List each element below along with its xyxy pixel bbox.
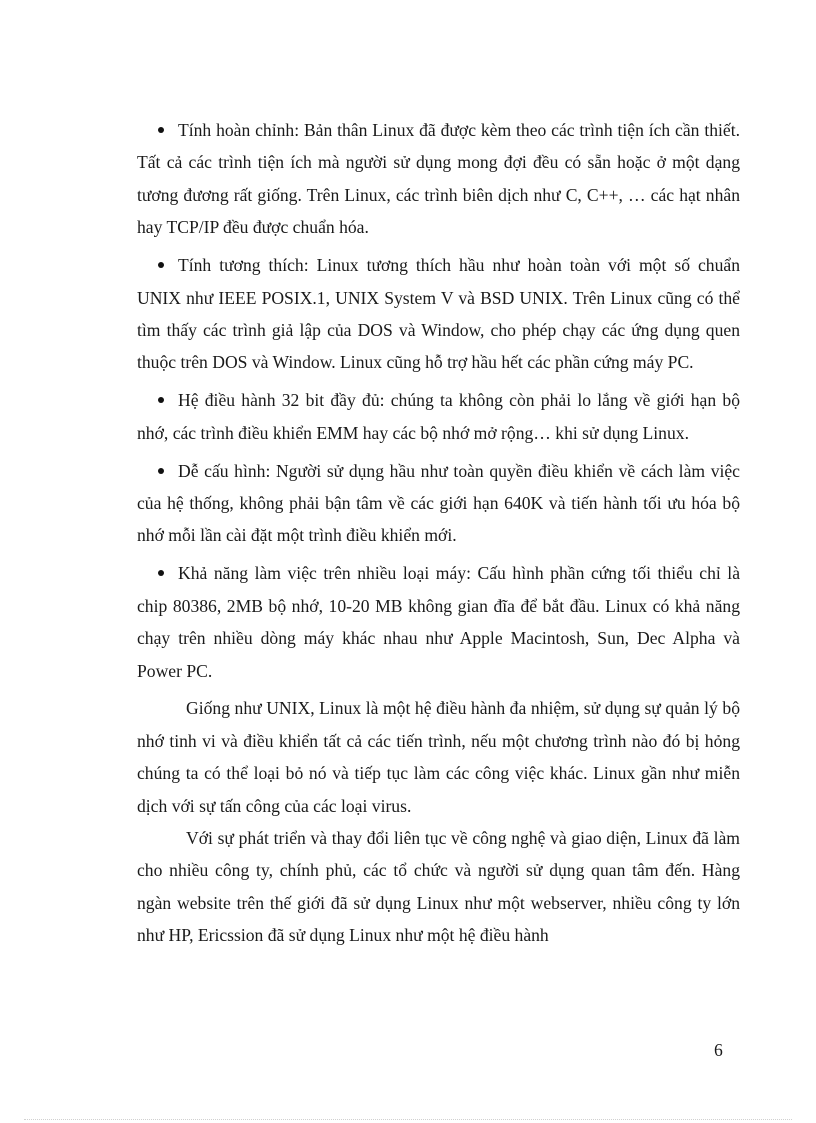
bullet-text: Tính tương thích: Linux tương thích hầu như hoàn toàn với một số chuẩn UNIX như IEEE POSIX.1, UNIX System V và BSD UNIX. Trên Linux cũng có thể tìm thấy các trình giả lập của DOS và Window, cho phép chạy các ứng dụng quen thuộc trên DOS và Window. Linux cũng hỗ trợ hầu hết các phần cứng máy PC.	[137, 255, 740, 373]
bullet-item	[137, 455, 740, 552]
body-paragraph: Giống như UNIX, Linux là một hệ điều hành đa nhiệm, sử dụng sự quản lý bộ nhớ tinh vi và điều khiển tất cả các tiến trình, nếu một chương trình nào đó bị hỏng chúng ta có thể loại bỏ nó và tiếp tục làm các công việc khác. Linux gần như miễn dịch với sự tấn công của các loại virus.	[137, 698, 740, 816]
bullet-dot-icon	[158, 468, 164, 474]
bullet-dot-icon	[158, 262, 164, 268]
body-paragraph: Với sự phát triển và thay đổi liên tục về công nghệ và giao diện, Linux đã làm cho nhiều công ty, chính phủ, các tổ chức và người sử dụng quan tâm đến. Hàng ngàn website trên thế giới đã sử dụng Linux như một webserver, nhiều công ty lớn như HP, Ericssion đã sử dụng Linux như một hệ điều hành	[137, 828, 740, 946]
bullet-item	[137, 557, 740, 687]
page-number: 6	[714, 1040, 723, 1060]
bullet-text: Khả năng làm việc trên nhiều loại máy: Cấu hình phần cứng tối thiểu chỉ là chip 80386, 2MB bộ nhớ, 10-20 MB không gian đĩa để bắt đầu. Linux có khả năng chạy trên nhiều dòng máy khác nhau như Apple Macintosh, Sun, Dec Alpha và Power PC.	[137, 563, 740, 681]
bullet-text: Dễ cấu hình: Người sử dụng hầu như toàn quyền điều khiển về cách làm việc của hệ thống, không phải bận tâm về các giới hạn 640K và tiến hành tối ưu hóa bộ nhớ mỗi lần cài đặt một trình điều khiển mới.	[137, 460, 740, 546]
bullet-text: Tính hoàn chỉnh: Bản thân Linux đã được kèm theo các trình tiện ích cần thiết. Tất cả các trình tiện ích mà người sử dụng mong đợi đều có sẵn hoặc ở một dạng tương đương rất giống. Trên Linux, các trình biên dịch như C, C++, … các hạt nhân hay TCP/IP đều được chuẩn hóa.	[137, 120, 740, 238]
page-body	[137, 114, 740, 952]
bullet-dot-icon	[158, 127, 164, 133]
bullet-dot-icon	[158, 397, 164, 403]
bullet-item	[137, 249, 740, 379]
bullet-text: Hệ điều hành 32 bit đầy đủ: chúng ta không còn phải lo lắng về giới hạn bộ nhớ, các trình điều khiển EMM hay các bộ nhớ mở rộng… khi sử dụng Linux.	[137, 390, 740, 443]
bullet-dot-icon	[158, 570, 164, 576]
bullet-item	[137, 384, 740, 449]
bullet-item	[137, 114, 740, 244]
page-bottom-divider	[24, 1119, 792, 1120]
